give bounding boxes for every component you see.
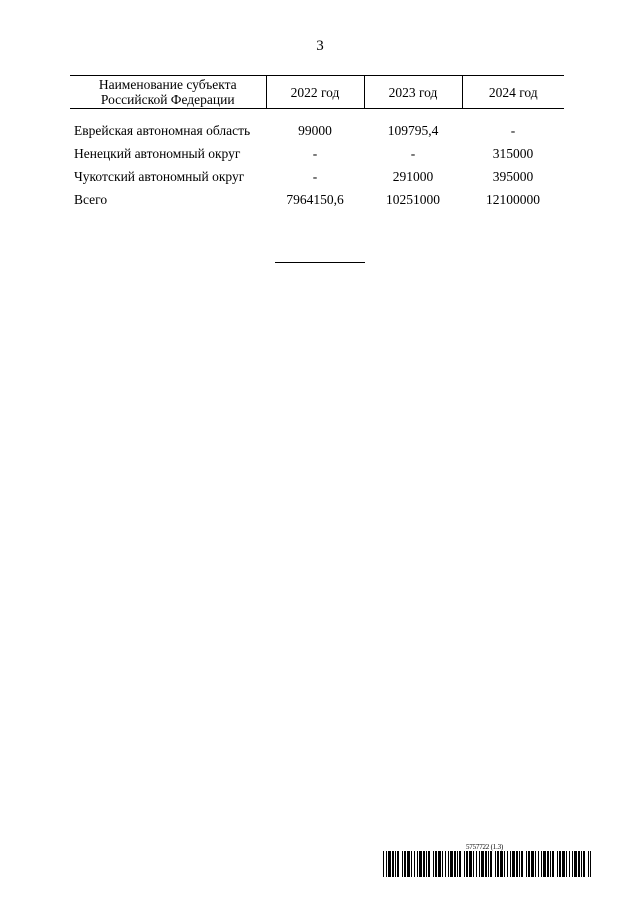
table-row bbox=[70, 142, 564, 165]
header-subject: Наименование субъекта Российской Федерации bbox=[70, 76, 266, 109]
cell-2023: 10251000 bbox=[386, 192, 440, 207]
table-header-row bbox=[70, 76, 564, 109]
table-row bbox=[70, 165, 564, 188]
header-2024: 2024 год bbox=[462, 76, 564, 109]
row-name: Всего bbox=[74, 192, 108, 207]
row-name: Ненецкий автономный округ bbox=[74, 146, 241, 161]
cell-2022: - bbox=[312, 169, 318, 184]
row-name: Еврейская автономная область bbox=[74, 123, 251, 138]
cell-2022: 99000 bbox=[298, 123, 332, 138]
end-divider bbox=[275, 262, 365, 263]
cell-2024: 12100000 bbox=[486, 192, 540, 207]
cell-2023: 109795,4 bbox=[387, 123, 439, 138]
row-name: Чукотский автономный округ bbox=[74, 169, 245, 184]
document-code: 5757722 (1.3) bbox=[466, 843, 504, 851]
cell-2023: 291000 bbox=[392, 169, 434, 184]
table-row bbox=[70, 119, 564, 142]
cell-2024: 315000 bbox=[492, 146, 534, 161]
cell-2024: - bbox=[510, 123, 516, 138]
header-2023: 2023 год bbox=[364, 76, 462, 109]
funding-table bbox=[70, 75, 564, 211]
barcode-icon bbox=[383, 851, 591, 877]
cell-2022: - bbox=[312, 146, 318, 161]
cell-2024: 395000 bbox=[492, 169, 534, 184]
page-number: 3 bbox=[316, 38, 324, 54]
header-2022: 2022 год bbox=[266, 76, 364, 109]
cell-2023: - bbox=[410, 146, 416, 161]
cell-2022: 7964150,6 bbox=[286, 192, 344, 207]
table-row-total bbox=[70, 188, 564, 211]
